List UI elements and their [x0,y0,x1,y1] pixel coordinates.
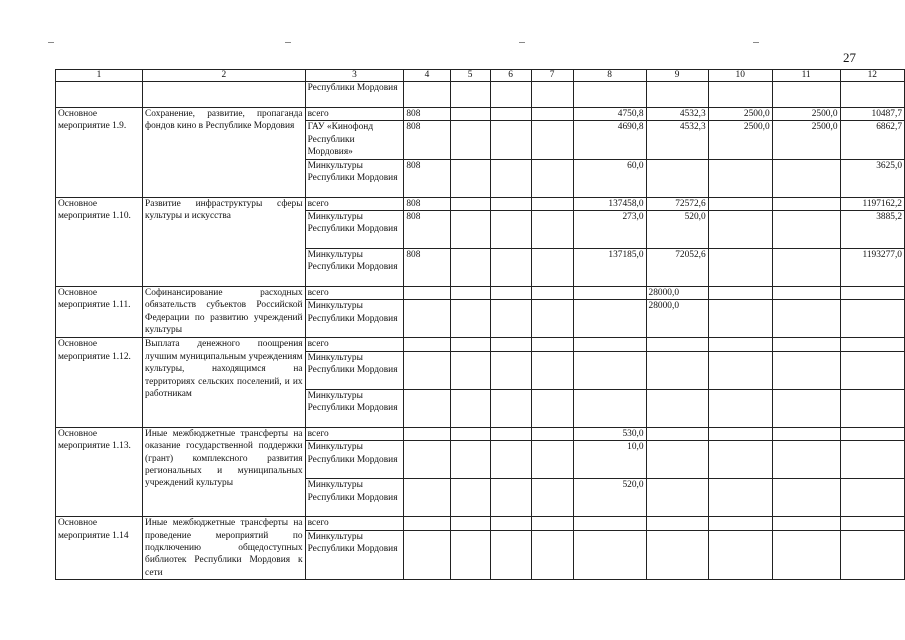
value-cell: 2500,0 [772,108,840,121]
header-cell: 2 [143,70,306,82]
value-cell: 4690,8 [573,121,646,159]
header-cell: 8 [573,70,646,82]
code-cell: 808 [404,108,450,121]
executor-cell: Минкультуры Республики Мордовия [305,389,404,427]
scan-marks [0,42,905,48]
measure-description: Развитие инфраструктуры сферы культуры и искусства [143,197,306,286]
value-cell: 28000,0 [646,287,708,300]
header-cell: 5 [450,70,490,82]
value-cell: 137458,0 [573,197,646,210]
value-cell: 3885,2 [840,211,904,249]
header-cell: 6 [490,70,531,82]
value-cell: 60,0 [573,159,646,197]
value-cell: 520,0 [646,211,708,249]
page-number: 27 [843,50,856,65]
value-cell: 10,0 [573,441,646,479]
value-cell: 2500,0 [708,108,772,121]
value-cell: 2500,0 [772,121,840,159]
measure-description: Сохранение, развитие, пропаганда фондов кино в Республике Мордовия [143,108,306,198]
executor-cell: Минкультуры Республики Мордовия [305,479,404,517]
executor-cell: Республики Мордовия [305,82,404,108]
executor-cell: Минкультуры Республики Мордовия [305,249,404,287]
measure-description: Иные межбюджетные трансферты на оказание государственной поддержки (грант) комплексного развития региональных и муниципальных учреждений культуры [143,427,306,516]
measure-name: Основное мероприятие 1.10. [56,197,143,286]
executor-cell: Минкультуры Республики Мордовия [305,351,404,389]
executor-cell: всего [305,287,404,300]
budget-table [55,69,905,580]
value-cell: 4532,3 [646,121,708,159]
value-cell: 72052,6 [646,249,708,287]
executor-cell: Минкультуры Республики Мордовия [305,441,404,479]
value-cell: 4750,8 [573,108,646,121]
value-cell: 4532,3 [646,108,708,121]
value-cell: 10487,7 [840,108,904,121]
header-cell: 3 [305,70,404,82]
header-cell: 11 [772,70,840,82]
measure-description: Софинансирование расходных обязательств субъектов Российской Федерации по развитию учреждений культуры [143,287,306,338]
header-cell: 12 [840,70,904,82]
value-cell: 137185,0 [573,249,646,287]
value-cell: 6862,7 [840,121,904,159]
executor-cell: Минкультуры Республики Мордовия [305,531,404,580]
header-cell: 10 [708,70,772,82]
table-row [56,197,905,210]
measure-name: Основное мероприятие 1.9. [56,108,143,198]
value-cell: 273,0 [573,211,646,249]
executor-cell: всего [305,197,404,210]
header-cell: 9 [646,70,708,82]
executor-cell: всего [305,338,404,351]
value-cell: 520,0 [573,479,646,517]
code-cell: 808 [404,211,450,249]
value-cell: 3625,0 [840,159,904,197]
table-row [56,287,905,300]
code-cell: 808 [404,121,450,159]
measure-name: Основное мероприятие 1.13. [56,427,143,516]
executor-cell: ГАУ «Кинофонд Республики Мордовия» [305,121,404,159]
executor-cell: всего [305,427,404,440]
value-cell: 28000,0 [646,300,708,338]
executor-cell: Минкультуры Республики Мордовия [305,211,404,249]
value-cell: 1193277,0 [840,249,904,287]
executor-cell: всего [305,108,404,121]
executor-cell: Минкультуры Республики Мордовия [305,300,404,338]
header-cell: 4 [404,70,450,82]
measure-name: Основное мероприятие 1.12. [56,338,143,427]
code-cell: 808 [404,249,450,287]
measure-name: Основное мероприятие 1.11. [56,287,143,338]
measure-description: Выплата денежного поощрения лучшим муниципальным учреждениям культуры, находящимся на территориях сельских поселений, и их работникам [143,338,306,427]
value-cell: 72572,6 [646,197,708,210]
executor-cell: Минкультуры Республики Мордовия [305,159,404,197]
value-cell: 530,0 [573,427,646,440]
table-row [56,427,905,440]
table-row [56,108,905,121]
header-cell: 1 [56,70,143,82]
measure-name: Основное мероприятие 1.14 [56,517,143,580]
measure-description: Иные межбюджетные трансферты на проведение мероприятий по подключению общедоступных библиотек Республики Мордовия к сети [143,517,306,580]
header-cell: 7 [531,70,573,82]
value-cell: 2500,0 [708,121,772,159]
table-row [56,517,905,531]
value-cell: 1197162,2 [840,197,904,210]
table-row [56,338,905,351]
header-row [56,70,905,82]
executor-cell: всего [305,517,404,531]
code-cell: 808 [404,197,450,210]
code-cell: 808 [404,159,450,197]
table-row [56,82,905,108]
